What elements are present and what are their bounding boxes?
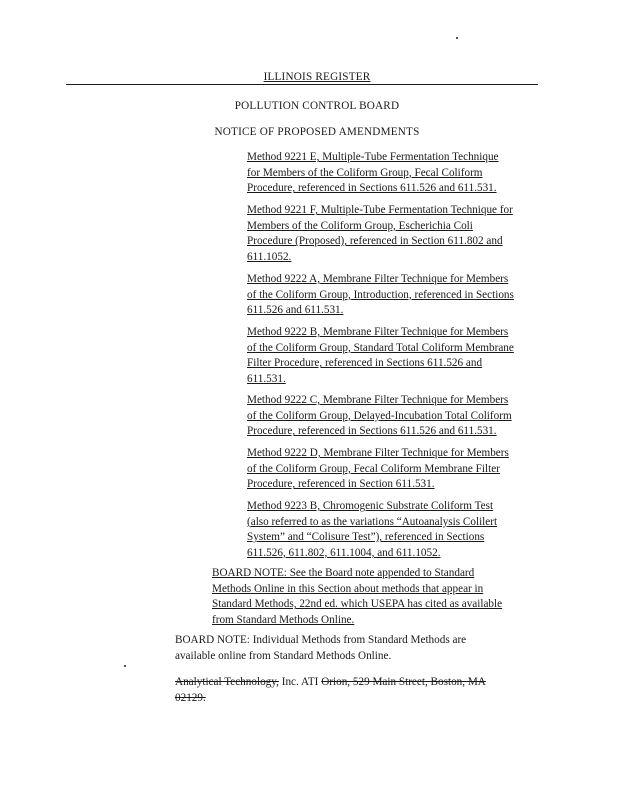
method-line: Method 9222 C, Membrane Filter Technique for Members <box>247 394 509 406</box>
note-line: BOARD NOTE: See the Board note appended to Standard <box>212 567 475 579</box>
board-title: POLLUTION CONTROL BOARD <box>234 100 400 112</box>
struck-text: Analytical Technology, <box>175 676 279 688</box>
method-9221f <box>247 203 513 265</box>
scan-speck <box>456 37 458 39</box>
method-line: for Members of the Coliform Group, Fecal Coliform <box>247 166 483 179</box>
method-line: 611.526, 611.802, 611.1004, and 611.1052. <box>247 546 441 559</box>
method-line: of the Coliform Group, Delayed-Incubation Total Coliform <box>247 409 512 422</box>
method-line: of the Coliform Group, Fecal Coliform Membrane Filter <box>247 462 500 475</box>
note-line: available online from Standard Methods Online. <box>175 649 392 662</box>
method-9222a <box>247 272 514 319</box>
method-line: Method 9221 E, Multiple-Tube Fermentation Technique <box>247 151 499 163</box>
entry-line <box>175 675 486 691</box>
board-note-individual-methods <box>175 633 466 664</box>
method-9223b <box>247 499 497 561</box>
method-line: Procedure, referenced in Sections 611.526 and 611.531. <box>247 425 497 438</box>
method-line: Method 9222 A, Membrane Filter Technique for Members <box>247 273 509 285</box>
note-line: Methods Online in this Section about methods that appear in <box>212 582 484 595</box>
method-line: 611.531. <box>247 372 286 385</box>
method-line: Method 9222 B, Membrane Filter Technique for Members <box>247 326 509 338</box>
method-line: Method 9221 F, Multiple-Tube Fermentation Technique for <box>247 204 513 216</box>
method-line: Procedure (Proposed), referenced in Section 611.802 and <box>247 235 503 248</box>
note-line: Standard Methods, 22nd ed. which USEPA has cited as available <box>212 598 503 611</box>
board-note-standard-methods <box>212 566 502 628</box>
scan-speck <box>124 665 126 667</box>
method-line: 611.526 and 611.531. <box>247 304 344 317</box>
struck-text: 02129. <box>175 691 206 704</box>
register-title: ILLINOIS REGISTER <box>263 71 371 83</box>
kept-text: Inc. ATI <box>278 676 322 688</box>
note-line: BOARD NOTE: Individual Methods from Standard Methods are <box>175 634 467 646</box>
note-line: from Standard Methods Online. <box>212 613 355 626</box>
method-line: Filter Procedure, referenced in Sections 611.526 and <box>247 357 483 370</box>
method-line: Procedure, referenced in Sections 611.526 and 611.531. <box>247 182 497 195</box>
struck-text: Orion, 529 Main Street, Boston, MA <box>321 676 486 688</box>
method-line: of the Coliform Group, Standard Total Coliform Membrane <box>247 341 514 354</box>
method-9222b <box>247 325 514 387</box>
method-line: System” and “Colisure Test”), referenced in Sections <box>247 531 485 544</box>
method-line: Procedure, referenced in Section 611.531. <box>247 478 435 491</box>
analytical-technology-entry <box>175 675 486 706</box>
method-line: (also referred to as the variations “Autoanalysis Colilert <box>247 515 498 528</box>
method-9222d <box>247 446 509 493</box>
method-9222c <box>247 393 512 440</box>
method-line: 611.1052. <box>247 250 292 263</box>
method-line: Method 9222 D, Membrane Filter Technique for Members <box>247 447 509 459</box>
method-line: Members of the Coliform Group, Escherichia Coli <box>247 219 473 232</box>
method-9221e <box>247 150 499 197</box>
method-line: Method 9223 B, Chromogenic Substrate Coliform Test <box>247 500 494 512</box>
method-line: of the Coliform Group, Introduction, referenced in Sections <box>247 288 514 301</box>
notice-title: NOTICE OF PROPOSED AMENDMENTS <box>214 126 420 138</box>
